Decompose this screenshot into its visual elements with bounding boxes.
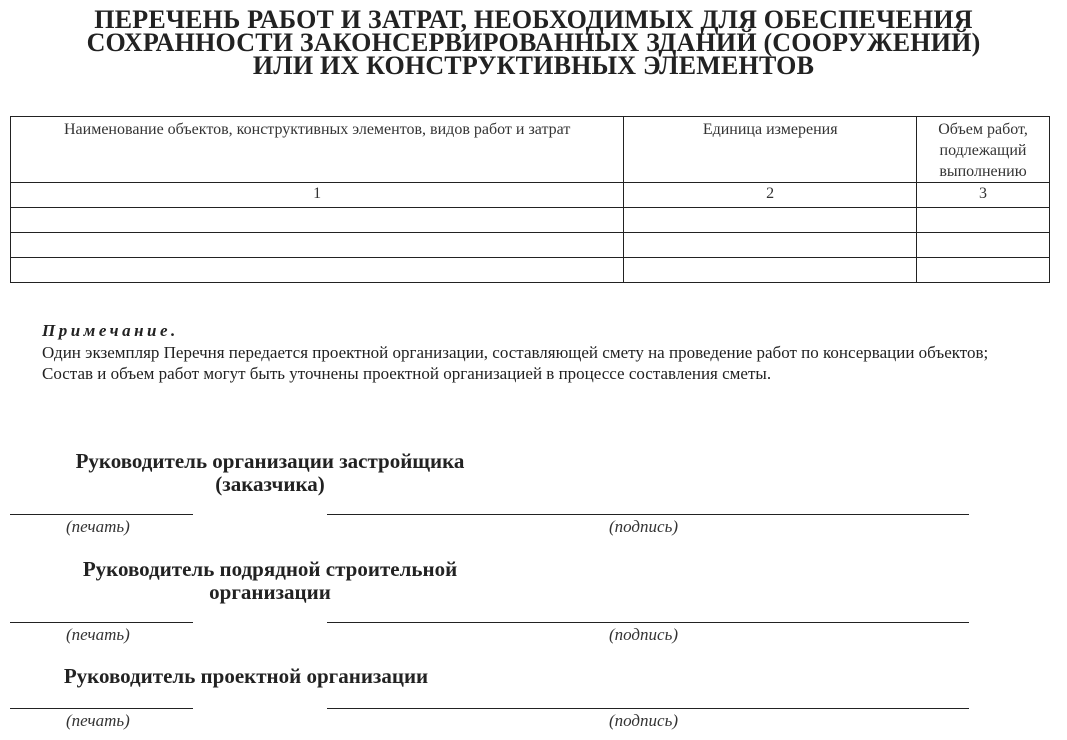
signature-title-design-org [26,665,466,688]
signature-title-customer [40,450,500,496]
table-cell [11,258,624,283]
header-volume: Объем работ, подлежащий выполнению [917,117,1050,183]
signature-line [327,514,969,515]
stamp-line [10,622,193,623]
note-section [14,320,1044,384]
signature-title-line: Руководитель проектной организации [63,664,429,688]
signature-title-contractor [40,558,500,604]
column-number-1: 1 [11,183,624,208]
table-cell [11,233,624,258]
stamp-caption: (печать) [66,711,130,730]
note-paragraph-1: Один экземпляр Перечня передается проектной организации, составляющей смету на проведение работ по консервации объектов; [42,343,989,362]
note-heading: Примечание. [42,321,179,340]
table-cell [11,208,624,233]
table-row [11,258,1050,283]
column-number-3: 3 [917,183,1050,208]
table-cell [917,233,1050,258]
title-line-3: ИЛИ ИХ КОНСТРУКТИВНЫХ ЭЛЕМЕНТОВ [252,51,815,80]
table-cell [624,258,917,283]
document-title [0,5,1067,80]
table-header-row [11,117,1050,183]
signature-title-line: Руководитель подрядной строительной [82,557,458,581]
table-cell [917,208,1050,233]
stamp-caption: (печать) [66,517,130,536]
header-unit: Единица измерения [624,117,917,183]
stamp-line [10,514,193,515]
table-row [11,233,1050,258]
title-line-2: СОХРАННОСТИ ЗАКОНСЕРВИРОВАННЫХ ЗДАНИЙ (СООРУЖЕНИЙ) [86,28,981,57]
signature-title-line: (заказчика) [215,472,325,496]
header-object-name: Наименование объектов, конструктивных элементов, видов работ и затрат [11,117,624,183]
column-number-2: 2 [624,183,917,208]
signature-line [327,708,969,709]
stamp-line [10,708,193,709]
stamp-caption: (печать) [66,625,130,644]
table-cell [917,258,1050,283]
signature-caption: (подпись) [609,517,678,536]
table-cell [624,233,917,258]
works-table [10,116,1050,283]
table-row [11,208,1050,233]
signature-caption: (подпись) [609,711,678,730]
signature-title-line: Руководитель организации застройщика [75,449,465,473]
signature-line [327,622,969,623]
title-line-1: ПЕРЕЧЕНЬ РАБОТ И ЗАТРАТ, НЕОБХОДИМЫХ ДЛЯ ОБЕСПЕЧЕНИЯ [94,5,973,34]
signature-title-line: организации [209,580,331,604]
signature-caption: (подпись) [609,625,678,644]
table-number-row [11,183,1050,208]
table-cell [624,208,917,233]
note-paragraph-2: Состав и объем работ могут быть уточнены проектной организацией в процессе составления сметы. [42,364,772,383]
